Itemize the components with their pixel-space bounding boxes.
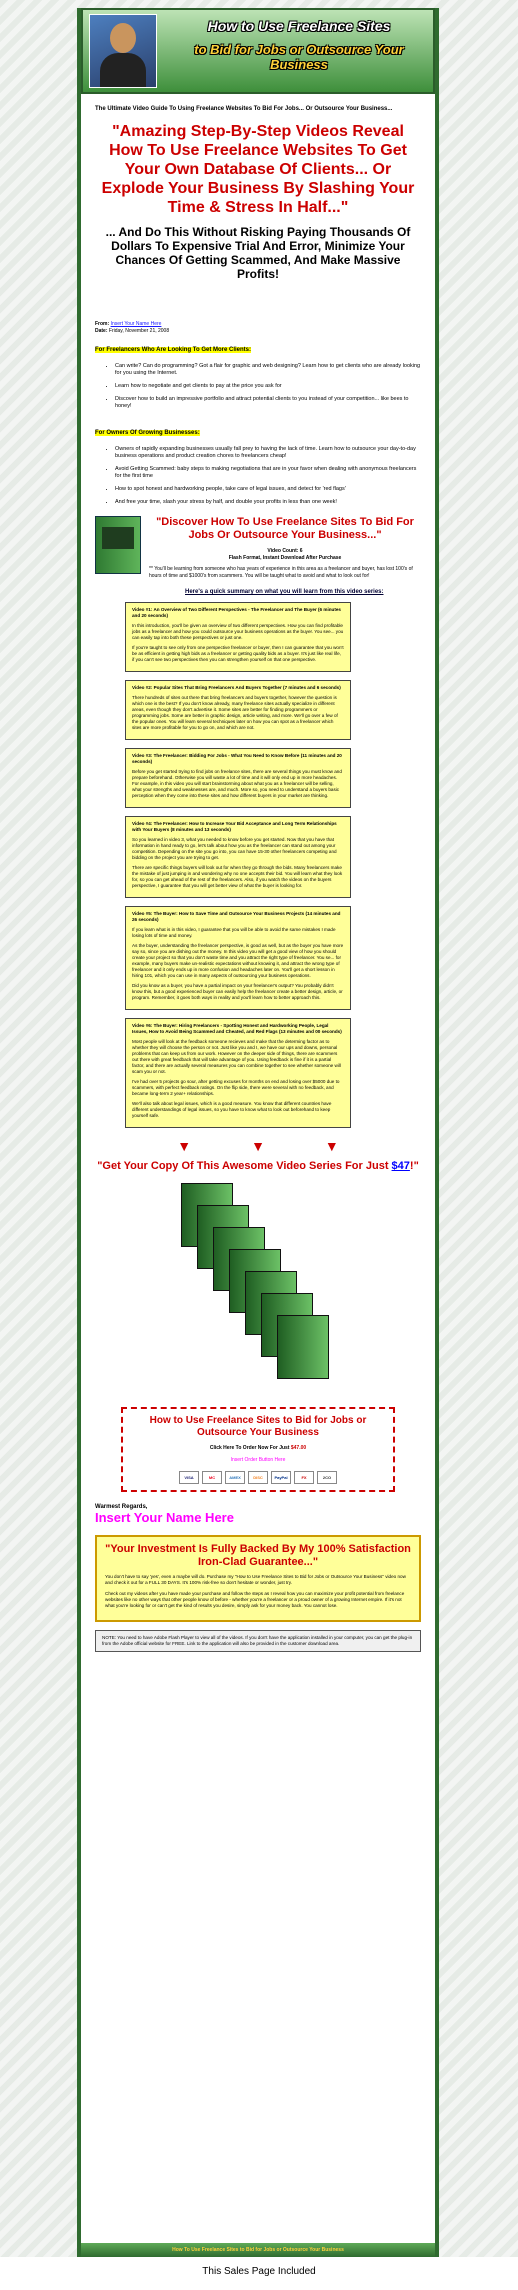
video-box-1 <box>125 602 351 672</box>
list-item: • Learn how to negotiate and get clients to pay at the price you ask for <box>115 383 421 390</box>
arrow-down-icon: ▼ <box>324 1138 339 1154</box>
order-button[interactable]: Insert Order Button Here <box>230 1457 286 1463</box>
owner-bullets <box>95 446 421 506</box>
arrow-down-icon: ▼ <box>251 1138 265 1154</box>
list-item: • How to spot honest and hardworking people, take care of legal issues, and detect for 'red flags' <box>115 486 421 493</box>
product-box-image <box>95 516 141 574</box>
guarantee-text: Check out my videos after you have made your purchase and follow the steps as I reveal how you can maximize your profit potential from freelance websites like no other ways that other people know of before - whether you're a freelancer or a proud owner of a growing Internet empire. If it's not what you're looking for or can't get the kind of results you desire, simply ask for your money back. You cannot lose. <box>105 1591 405 1608</box>
date-value: Friday, November 21, 2008 <box>108 328 170 334</box>
freelancer-bullets <box>95 363 421 410</box>
order-now-label: Click Here To Order Now For Just <box>209 1445 291 1451</box>
video-text: In this introduction, you'll be given an overview of two different perspectives. How you can find profitable jobs as a freelancer and how you could outsource your business operations as the buyer. You see... you can easily tap into both these perspectives or just one. <box>132 623 344 640</box>
video-text: We'll also talk about legal issues, which is a good measure. You know that different countries have different understandings of legal issues, so you have to know what to look out beforehand to keep yourself safe. <box>132 1101 332 1118</box>
video-text: As the buyer, understanding the freelancer perspective, is good as well, but as the buyer you have more say so, since you are dishing out the money. In this video you will get a good view of how you should create your project so that you don't waste time and you attract the right type of freelancer. You se... for example, many buyers make un-realistic expectations without knowing it, and attract the wrong type of freelancer and it only ends up in more confusion and headaches later on. You'll get a short lesson in hiring 101, which you can use in many aspects of outsourcing your business operations. <box>132 943 344 978</box>
mastercard-icon: MC <box>202 1471 222 1484</box>
list-item: • And free your time, slash your stress by half, and double your profits in less than one week! <box>115 499 421 506</box>
video-text: If you learn what is in this video, I guarantee that you will be able to avoid the same mistakes I made losing lots of time and money. <box>132 927 336 938</box>
from-label: From: <box>95 321 110 327</box>
discover-icon: DISC <box>248 1471 268 1484</box>
video-text: Most people will look at the feedback someone recieves and make that the determing factor as to whether they will choose the person or not. Just like you and I, we have our ups and downs, personal problems that can keep us from our work. However on the deeper side of things, there are scammers out there with great feedback that will take advantage of you. Using feedback is fine if it is a partial factor, and there are actually several measures you can combine together to see whether someone will scam you or not. <box>132 1039 341 1074</box>
video-title: Video #5: The Buyer: How to Save Time and Outsource Your Business Projects (14 minutes and 26 seconds) <box>132 911 341 922</box>
order-price: $47.00 <box>290 1445 307 1451</box>
author-photo <box>89 14 157 88</box>
date-label: Date: <box>95 328 108 334</box>
list-item: • Can write? Can do programming? Got a flair for graphic and web designing? Learn how to get clients who are already looking for you using the Internet. <box>115 363 421 377</box>
flash-note: NOTE: You need to have Adobe Flash Player to view all of the videos. If you don't have the application installed in your computer, you can get the plug-in from the Adobe official website for FREE. Link to the application will also be provided in the customer download area. <box>95 1630 421 1652</box>
regards: Warmest Regards, <box>95 1504 148 1510</box>
fx-icon: FX <box>294 1471 314 1484</box>
get-copy-text: "Get Your Copy Of This Awesome Video Series For Just <box>97 1160 392 1172</box>
video-title: Video #3: The Freelancer: Bidding For Jobs - What You Need to Know Before (11 minutes and 20 seconds) <box>132 753 342 764</box>
payment-cards <box>129 1471 387 1484</box>
from-block <box>95 321 421 335</box>
product-block <box>95 516 421 580</box>
video-text: I've had over 5 projects go sour, after getting excuses for months on end and losing over $5000 due to scammers, with perfect feedback ratings. On the flip side, there were several with no feedback, and became long-term 2 year+ relationships. <box>132 1079 340 1096</box>
list-item: • Discover how to build an impressive portfolio and attract potential clients to you instead of your competition... like bees to honey! <box>115 396 421 410</box>
image-caption: This Sales Page Included <box>202 2266 316 2277</box>
video-format: Flash Format, Instant Download After Purchase <box>228 555 342 561</box>
video-title: Video #4: The Freelancer: How to Increase Your Bid Acceptance and Long Term Relationships with Your Buyers (8 minutes and 13 seconds) <box>132 821 337 832</box>
visa-icon: VISA <box>179 1471 199 1484</box>
tagline: The Ultimate Video Guide To Using Freelance Websites To Bid For Jobs... Or Outsource Your Business... <box>95 106 393 112</box>
down-arrows <box>95 1138 421 1154</box>
video-box-4 <box>125 816 351 898</box>
video-box-6 <box>125 1018 351 1128</box>
video-title: Video #6: The Buyer: Hiring Freelancers - Spotting Honest and Hardworking People, Legal Issues, How to Avoid Being Scammed and Cheated, and Red Flags (13 minutes and 00 seconds) <box>132 1023 342 1034</box>
get-copy-suffix: !" <box>409 1160 419 1172</box>
headline: "Amazing Step-By-Step Videos Reveal How To Use Freelance Websites To Get Your Own Database Of Clients... Or Explode Your Business By Slashing Your Time & Stress In Half..." <box>101 123 415 216</box>
video-text: So you learned in video 3, what you needed to know before you get started. Now that you have that information in hand ready to go, let's talk about how you as the freelancer can stand out among your competition. Depending on the site you go into, you can have 15-30 other freelancers competing and bidding on the project you are trying to get. <box>132 837 337 860</box>
from-name-link[interactable]: Insert Your Name Here <box>110 321 162 327</box>
list-item: • Owners of rapidly expanding businesses usually fall prey to having the lack of time. Learn how to outsource your day-to-day business operations and product creation chores to freelancers cheap! <box>115 446 421 460</box>
summary-heading: Here's a quick summary on what you will learn from this video series: <box>185 589 384 595</box>
order-now-text <box>129 1445 387 1451</box>
order-title: How to Use Freelance Sites to Bid for Jobs or Outsource Your Business <box>149 1415 367 1438</box>
get-copy-headline <box>95 1160 421 1173</box>
arrow-down-icon: ▼ <box>177 1138 192 1154</box>
header-banner <box>81 8 435 94</box>
video-text: There are specific things buyers will look out for when they go through the bids. Many freelancers make the mistake of just jumping in and wondering why no one accepts their bid. You will learn what they look for, so you can get ahead of the rest of the freelancers. Also, if you watch the videos on the buyers perspective, I guarantee that you will get better view of what the buyer is looking for. <box>132 865 343 888</box>
guarantee-title: "Your Investment Is Fully Backed By My 100% Satisfaction Iron-Clad Guarantee..." <box>105 1543 411 1568</box>
product-description: ** You'll be learning from someone who has years of experience in this area as a freelancer and buyer, has lost 100's of hours of time and $1000's from scammers. You will be taught what to avoid and what to look out for! <box>149 566 413 579</box>
signature-name: Insert Your Name Here <box>95 1510 234 1525</box>
video-title: Video #2: Popular Sites That Bring Freelancers And Buyers Together (7 minutes and 6 seconds) <box>132 685 341 690</box>
product-stack-image <box>95 1183 421 1393</box>
video-text: If you're taught to see only from one perspective freelancer or buyer, then I can guarantee that you won't be as efficient in getting high bids as a freelancer or getting quality bids as a buyer. It's just like real life, if you can't see two perspectives then you can strengthen yourself on that one perspective. <box>132 645 344 662</box>
video-text: Did you know as a buyer, you have a partial impact on your freelancer's output? You probably didn't know this, but a good experienced buyer can easily help the freelancer create a better design, article, or program. Remember, it goes both ways in reality and you'll learn how to better approach this. <box>132 983 343 1000</box>
list-item: • Avoid Getting Scammed: baby steps to making negotiations that are in your favor when dealing with anonymous freelancers for the first time <box>115 466 421 480</box>
video-box-5 <box>125 906 351 1010</box>
video-text: Before you get started trying to find jobs on freelance sites, there are several things you must know and prepare beforehand. Otherwise you will waste a lot of time and it will only end up in more headaches. For example, in this video you will start brainstorming about what you as a freelancer will be selling, what your strengths and weaknesses are, and much. More so, you need to understand a buyers basic perception when they come into these sites and how different buyers in your market are thinking. <box>132 769 342 798</box>
discover-headline: "Discover How To Use Freelance Sites To Bid For Jobs Or Outsource Your Business..." <box>156 516 414 541</box>
footer-banner: How To Use Freelance Sites to Bid for Jobs or Outsource Your Business <box>81 2243 435 2257</box>
header-subtitle: to Bid for Jobs or Outsource Your Business <box>194 42 404 72</box>
header-title: How to Use Freelance Sites <box>207 18 391 34</box>
section-heading-owners: For Owners Of Growing Businesses: <box>95 430 200 436</box>
guarantee-text: You don't have to say 'yes', even a maybe will do. Purchase my "How to Use Freelance Sites to Bid for Jobs or Outsource Your Business" video now and check it out for a FULL 30 DAYS. It's 100% risk-free so don't hesitate or wonder, just try. <box>105 1574 406 1585</box>
guarantee-box <box>95 1535 421 1622</box>
section-heading-freelancers: For Freelancers Who Are Looking To Get More Clients: <box>95 347 252 353</box>
sales-page <box>77 8 439 2257</box>
amex-icon: AMEX <box>225 1471 245 1484</box>
video-text: There hundreds of sites out there that bring freelancers and buyers together, however the question is which one is the best? If you don't know already, many freelance sites actually specialize in different areas, even though they don't advertise it. Some sites are better for finding programmers or programming jobs. Some are better in graphic design, article writing, and more. We'll go over a few of the popular ones. You will learn several techniques later on how you can spot as a freelancer which sites are more profitable for you to go on, and which are not. <box>132 695 338 730</box>
video-box-2 <box>125 680 351 740</box>
video-count: Video Count: 6 <box>267 548 303 554</box>
video-box-3 <box>125 748 351 808</box>
video-title: Video #1: An Overview of Two Different Perspectives - The Freelancer and The Buyer (6 minutes and 20 seconds) <box>132 607 341 618</box>
product-info <box>149 548 421 580</box>
order-box <box>121 1407 395 1492</box>
price-link[interactable]: $47 <box>391 1160 410 1172</box>
2checkout-icon: 2CO <box>317 1471 337 1484</box>
paypal-icon: PayPal <box>271 1471 291 1484</box>
subheadline: ... And Do This Without Risking Paying Thousands Of Dollars To Expensive Trial And Error, Minimize Your Chances Of Getting Scammed, And Make Massive Profits! <box>105 225 411 281</box>
